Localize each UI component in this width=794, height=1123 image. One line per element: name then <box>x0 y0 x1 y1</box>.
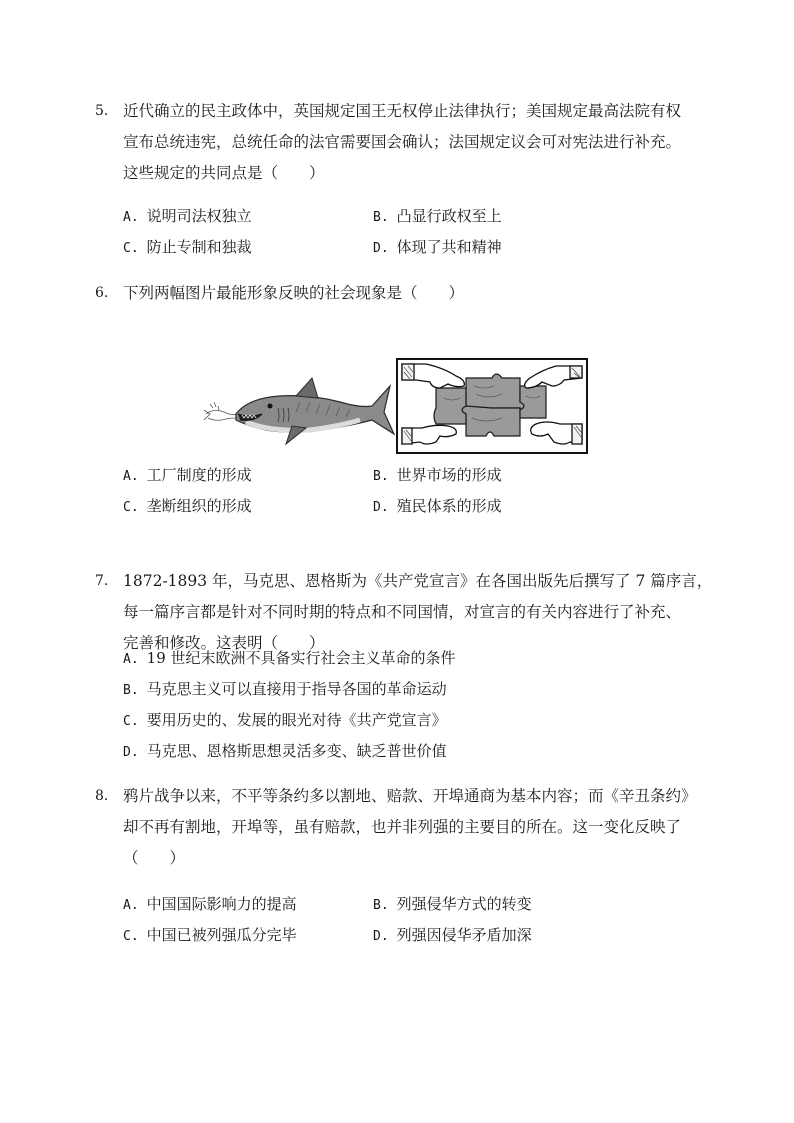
option-letter: A. <box>123 652 139 667</box>
option-text: 马克思主义可以直接用于指导各国的革命运动 <box>146 680 447 698</box>
option-text: 殖民体系的形成 <box>396 497 502 515</box>
question-line <box>95 127 715 158</box>
option-d[interactable] <box>373 232 502 264</box>
option-row <box>123 889 683 920</box>
question-line <box>95 278 715 309</box>
option-letter: B. <box>123 683 139 698</box>
option-text: 列强因侵华矛盾加深 <box>396 926 532 944</box>
options-7 <box>123 643 683 767</box>
option-a[interactable] <box>123 643 456 675</box>
question-number: 7. <box>95 573 109 589</box>
question-line <box>95 781 715 812</box>
options-8 <box>123 889 683 951</box>
option-a[interactable] <box>123 889 297 921</box>
question-line <box>95 96 715 127</box>
question-number: 8. <box>95 788 109 804</box>
shark-swallowing-fish-illustration <box>200 364 395 454</box>
question-text: 近代确立的民主政体中，英国规定国王无权停止法律执行；美国规定最高法院有权 <box>123 102 682 120</box>
question-text: 鸦片战争以来，不平等条约多以割地、赔款、开埠通商为基本内容；而《辛丑条约》 <box>123 787 697 805</box>
option-letter: D. <box>373 500 389 515</box>
question-line <box>95 158 715 189</box>
option-c[interactable] <box>123 920 297 952</box>
option-b[interactable] <box>373 889 532 921</box>
question-text: 完善和修改。这表明（ ） <box>123 634 325 652</box>
option-d[interactable] <box>123 736 447 768</box>
option-text: 要用历史的、发展的眼光对待《共产党宣言》 <box>146 711 447 729</box>
question-6 <box>95 278 715 309</box>
options-5 <box>123 201 683 263</box>
option-letter: B. <box>373 898 389 913</box>
option-a[interactable] <box>123 201 252 233</box>
question-5 <box>95 96 715 189</box>
option-letter: A. <box>123 469 139 484</box>
option-row <box>123 674 683 705</box>
option-text: 垄断组织的形成 <box>146 497 252 515</box>
question-text: （ ） <box>123 849 186 867</box>
options-6 <box>123 460 683 522</box>
option-letter: D. <box>123 745 139 760</box>
option-letter: C. <box>123 241 139 256</box>
question-6-figures <box>200 356 590 456</box>
question-number: 6. <box>95 285 109 301</box>
question-line <box>95 812 715 843</box>
option-b[interactable] <box>373 460 502 492</box>
question-text: 却不再有割地，开埠等，虽有赔款，也并非列强的主要目的所在。这一变化反映了 <box>123 818 682 836</box>
option-text: 防止专制和独裁 <box>146 238 252 256</box>
option-a[interactable] <box>123 460 252 492</box>
question-line <box>95 566 715 597</box>
option-row <box>123 232 683 263</box>
question-line <box>95 597 715 628</box>
option-c[interactable] <box>123 491 252 523</box>
option-letter: C. <box>123 500 139 515</box>
option-row <box>123 491 683 522</box>
option-text: 19 世纪末欧洲不具备实行社会主义革命的条件 <box>146 649 456 667</box>
option-letter: B. <box>373 469 389 484</box>
option-text: 中国已被列强瓜分完毕 <box>146 926 297 944</box>
option-row <box>123 201 683 232</box>
option-b[interactable] <box>123 674 447 706</box>
option-d[interactable] <box>373 920 532 952</box>
question-text: 这些规定的共同点是（ ） <box>123 164 325 182</box>
option-d[interactable] <box>373 491 502 523</box>
option-b[interactable] <box>373 201 502 233</box>
question-line <box>95 843 715 874</box>
option-text: 中国国际影响力的提高 <box>146 895 297 913</box>
option-letter: A. <box>123 898 139 913</box>
option-letter: B. <box>373 210 389 225</box>
question-text: 1872-1893 年，马克思、恩格斯为《共产党宣言》在各国出版先后撰写了 7 篇序言， <box>123 572 713 590</box>
option-letter: D. <box>373 241 389 256</box>
option-c[interactable] <box>123 705 447 737</box>
question-text: 下列两幅图片最能形象反映的社会现象是（ ） <box>123 284 465 302</box>
option-text: 说明司法权独立 <box>146 207 252 225</box>
option-letter: C. <box>123 714 139 729</box>
option-letter: A. <box>123 210 139 225</box>
option-row <box>123 643 683 674</box>
option-row <box>123 736 683 767</box>
option-row <box>123 460 683 491</box>
hands-assembling-puzzle-globe-illustration <box>396 358 588 454</box>
option-text: 工厂制度的形成 <box>146 466 252 484</box>
option-text: 体现了共和精神 <box>396 238 502 256</box>
option-text: 凸显行政权至上 <box>396 207 502 225</box>
option-letter: D. <box>373 929 389 944</box>
option-c[interactable] <box>123 232 252 264</box>
question-text: 每一篇序言都是针对不同时期的特点和不同国情，对宣言的有关内容进行了补充、 <box>123 603 682 621</box>
question-number: 5. <box>95 103 109 119</box>
option-text: 马克思、恩格斯思想灵活多变、缺乏普世价值 <box>146 742 447 760</box>
question-text: 宣布总统违宪，总统任命的法官需要国会确认；法国规定议会可对宪法进行补充。 <box>123 133 682 151</box>
option-text: 世界市场的形成 <box>396 466 502 484</box>
question-8 <box>95 781 715 874</box>
option-letter: C. <box>123 929 139 944</box>
option-row <box>123 920 683 951</box>
option-text: 列强侵华方式的转变 <box>396 895 532 913</box>
option-row <box>123 705 683 736</box>
